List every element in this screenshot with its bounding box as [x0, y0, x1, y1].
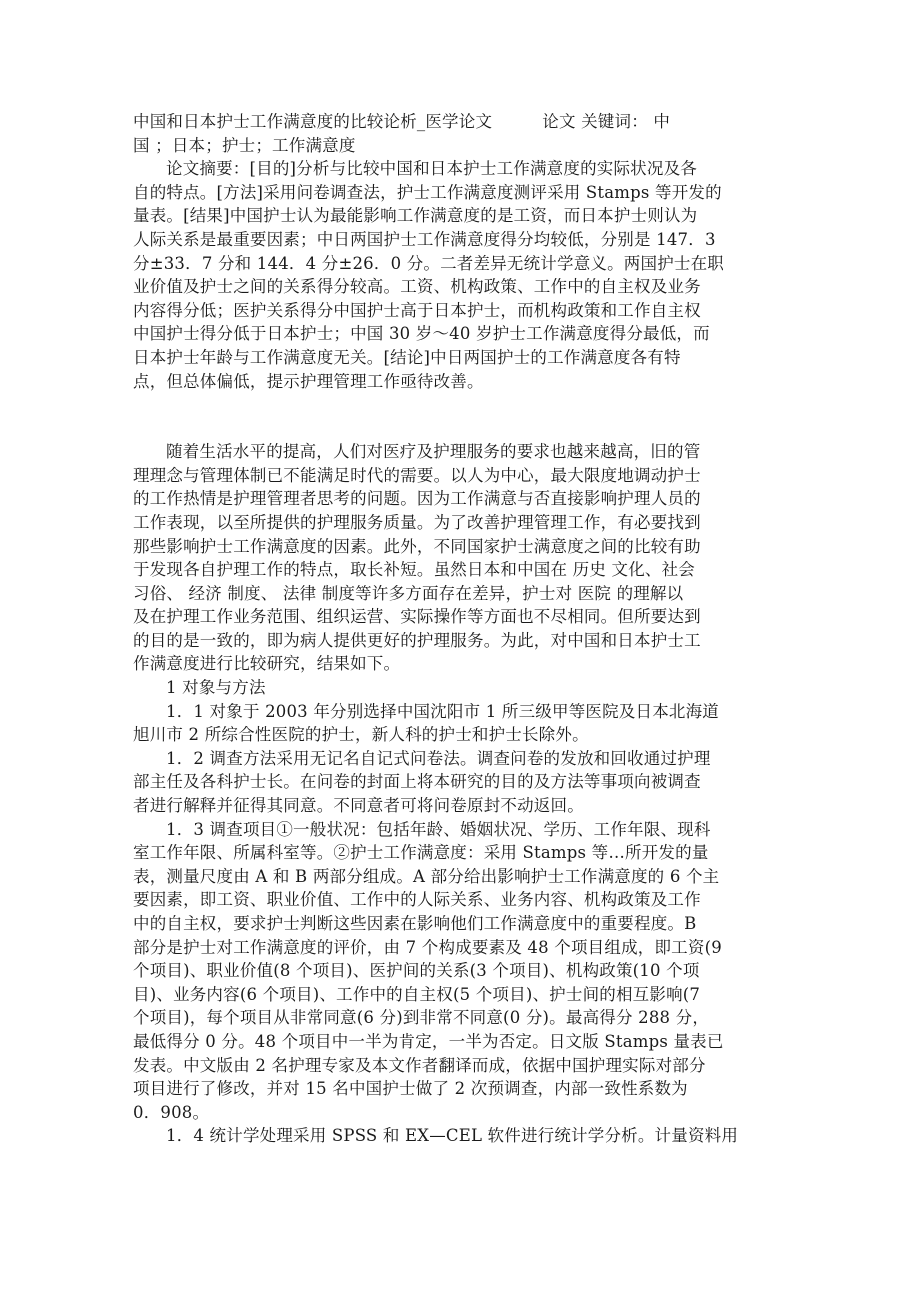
intro-line: 的目的是一致的，即为病人提供更好的护理服务。为此，对中国和日本护士工: [133, 630, 701, 650]
title-line: 中国和日本护士工作满意度的比较论析_医学论文 论文 关键词： 中: [133, 112, 671, 131]
intro-line: 及在护理工作业务范围、组织运营、实际操作等方面也不尽相同。但所要达到: [133, 607, 701, 627]
abstract-line: 点，但总体偏低，提示护理管理工作亟待改善。: [133, 371, 484, 391]
abstract-line: 分±33．7 分和 144．4 分±26．0 分。二者差异无统计学意义。两国护士在职: [133, 253, 725, 273]
intro-line: 那些影响护士工作满意度的因素。此外，不同国家护士满意度之间的比较有助: [133, 536, 701, 556]
abstract-line: 内容得分低；医护关系得分中国护士高于日本护士，而机构政策和工作自主权: [133, 300, 701, 320]
introduction: [133, 440, 793, 676]
section-gap: [133, 393, 793, 440]
title-block: [133, 110, 793, 157]
subsection-1-3-line: 目)、业务内容(6 个项目)、工作中的自主权(5 个项目)、护士间的相互影响(7: [133, 984, 701, 1004]
subsection-1-3-line: 0．908。: [133, 1102, 210, 1122]
subsection-1-3-line: 发表。中文版由 2 名护理专家及本文作者翻译而成，依据中国护理实际对部分: [133, 1055, 706, 1075]
subsection-1-3-line: 要因素，即工资、职业价值、工作中的人际关系、业务内容、机构政策及工作: [133, 890, 701, 910]
subsection-1-3-line: 表，测量尺度由 A 和 B 两部分组成。A 部分给出影响护士工作满意度的 6 个主: [133, 866, 720, 886]
subsection-1-3-line: 项目进行了修改，并对 15 名中国护士做了 2 次预调查，内部一致性系数为: [133, 1079, 688, 1099]
intro-line: 作满意度进行比较研究，结果如下。: [133, 654, 401, 674]
document-page: [133, 110, 793, 1148]
abstract-line: 业价值及护士之间的关系得分较高。工资、机构政策、工作中的自主权及业务: [133, 277, 701, 297]
intro-line: 随着生活水平的提高，人们对医疗及护理服务的要求也越来越高，旧的管: [166, 442, 701, 462]
subsection-1-3-line: 室工作年限、所属科室等。②护士工作满意度：采用 Stamps 等…所开发的量: [133, 843, 709, 863]
abstract-line: 量表。[结果]中国护士认为最能影响工作满意度的是工资，而日本护士则认为: [133, 206, 698, 226]
subsection-1-2-line: 1．2 调查方法采用无记名自记式问卷法。调查问卷的发放和回收通过护理: [166, 748, 711, 768]
abstract-line: 人际关系是最重要因素；中日两国护士工作满意度得分均较低，分别是 147．3: [133, 229, 716, 249]
subsection-1-4-line: 1．4 统计学处理采用 SPSS 和 EX—CEL 软件进行统计学分析。计量资料用: [166, 1126, 739, 1146]
subsection-1-1-line: 旭川市 2 所综合性医院的护士，新人科的护士和护士长除外。: [133, 725, 589, 745]
intro-line: 理理念与管理体制已不能满足时代的需要。以人为中心，最大限度地调动护士: [133, 465, 701, 485]
abstract-line: 日本护士年龄与工作满意度无关。[结论]中日两国护士的工作满意度各有特: [133, 347, 681, 367]
abstract: [133, 157, 793, 393]
section-methods: [133, 676, 793, 1148]
intro-line: 的工作热情是护理管理者思考的问题。因为工作满意与否直接影响护理人员的: [133, 489, 701, 509]
subsection-1-3-line: 最低得分 0 分。48 个项目中一半为肯定，一半为否定。日文版 Stamps 量表已: [133, 1031, 724, 1051]
intro-line: 工作表现，以至所提供的护理服务质量。为了改善护理管理工作，有必要找到: [133, 512, 701, 532]
section-heading: 1 对象与方法: [166, 678, 266, 698]
keywords-line: 国 ；日本；护士；工作满意度: [133, 135, 356, 155]
subsection-1-3-line: 1．3 调查项目①一般状况：包括年龄、婚姻状况、学历、工作年限、现科: [166, 819, 711, 839]
subsection-1-1-line: 1．1 对象于 2003 年分别选择中国沈阳市 1 所三级甲等医院及日本北海道: [166, 701, 720, 721]
abstract-line: 中国护士得分低于日本护士；中国 30 岁～40 岁护士工作满意度得分最低，而: [133, 324, 710, 344]
subsection-1-3-line: 中的自主权，要求护士判断这些因素在影响他们工作满意度中的重要程度。B: [133, 914, 697, 933]
intro-line: 于发现各自护理工作的特点，取长补短。虽然日本和中国在 历史 文化、社会: [133, 560, 695, 580]
abstract-line: 自的特点。[方法]采用问卷调查法，护士工作满意度测评采用 Stamps 等开发的: [133, 182, 722, 202]
abstract-line: 论文摘要：[目的]分析与比较中国和日本护士工作满意度的实际状况及各: [166, 159, 697, 179]
subsection-1-3-line: 个项目)、职业价值(8 个项目)、医护间的关系(3 个项目)、机构政策(10 个项: [133, 961, 700, 981]
subsection-1-3-line: 部分是护士对工作满意度的评价，由 7 个构成要素及 48 个项目组成，即工资(9: [133, 937, 722, 957]
subsection-1-2-line: 部主任及各科护士长。在问卷的封面上将本研究的目的及方法等事项向被调查: [133, 772, 701, 792]
intro-line: 习俗、 经济 制度、 法律 制度等许多方面存在差异，护士对 医院 的理解以: [133, 583, 684, 603]
subsection-1-2-line: 者进行解释并征得其同意。不同意者可将问卷原封不动返回。: [133, 796, 584, 816]
subsection-1-3-line: 个项目)，每个项目从非常同意(6 分)到非常不同意(0 分)。最高得分 288 分，: [133, 1008, 710, 1028]
